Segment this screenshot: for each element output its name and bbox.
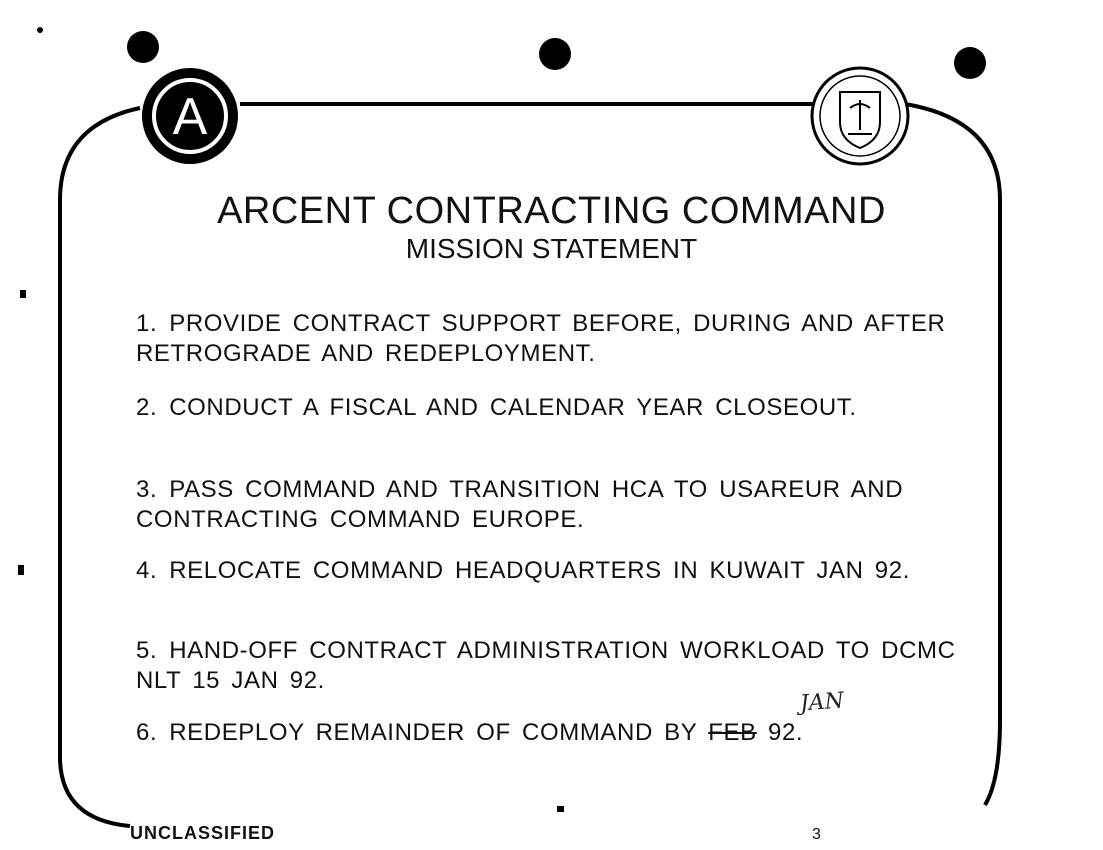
speck [20, 290, 26, 298]
item-number: 4. [136, 557, 158, 584]
item-number: 1. [136, 310, 158, 337]
speck [557, 806, 564, 812]
mission-item-5 [136, 636, 966, 696]
page-mark: 3 [812, 826, 821, 843]
mission-item-2 [136, 393, 966, 423]
page-title: ARCENT CONTRACTING COMMAND [217, 190, 886, 232]
item-text: PROVIDE CONTRACT SUPPORT BEFORE, DURING AND AFTER RETROGRADE AND REDEPLOYMENT. [136, 310, 946, 367]
page-subtitle: MISSION STATEMENT [405, 233, 698, 264]
speck [37, 27, 43, 33]
army-emblem-a [142, 68, 238, 164]
item-text: CONDUCT A FISCAL AND CALENDAR YEAR CLOSEOUT. [169, 394, 857, 421]
punch-hole [127, 31, 159, 63]
item-number: 3. [136, 476, 158, 503]
logistics-seal-icon [812, 68, 908, 164]
mission-item-4 [136, 556, 966, 586]
struck-month: FEB [708, 719, 757, 746]
speck [18, 565, 24, 575]
mission-item-3 [136, 475, 966, 535]
classification-footer: UNCLASSIFIED [130, 823, 276, 839]
item-number: 2. [136, 394, 158, 421]
item-text: RELOCATE COMMAND HEADQUARTERS IN KUWAIT JAN 92. [169, 557, 910, 584]
emblem-letter: A [172, 88, 208, 146]
punch-hole [954, 47, 986, 79]
item-number: 5. [136, 637, 158, 664]
item-text-end: 92. [768, 719, 804, 746]
mission-item-6 [136, 718, 966, 748]
item-text: PASS COMMAND AND TRANSITION HCA TO USAREUR AND CONTRACTING COMMAND EUROPE. [136, 476, 904, 533]
handwritten-correction: JAN [799, 688, 845, 717]
item-text: REDEPLOY REMAINDER OF COMMAND BY [169, 719, 697, 746]
mission-item-1 [136, 309, 966, 369]
item-number: 6. [136, 719, 158, 746]
item-text: HAND-OFF CONTRACT ADMINISTRATION WORKLOAD TO DCMC NLT 15 JAN 92. [136, 637, 956, 694]
punch-hole [539, 38, 571, 70]
